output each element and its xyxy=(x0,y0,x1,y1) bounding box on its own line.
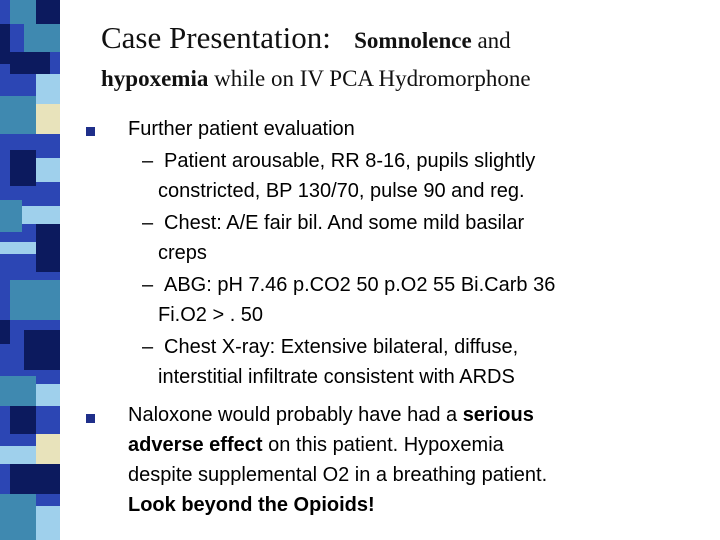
bullet-2-bold-serious: serious xyxy=(462,404,534,426)
bullet-2-bold-conclusion: Look beyond the Opioids! xyxy=(128,494,375,516)
decorative-left-stripe xyxy=(0,0,60,540)
sub-item-3-dash: – xyxy=(142,274,154,296)
sub-item-1-dash: – xyxy=(142,150,154,172)
bullet-2-line-3: despite supplemental O2 in a breathing patient. xyxy=(128,464,548,486)
bullet-marker-1 xyxy=(86,127,95,136)
bullet-2-line-2 xyxy=(128,434,504,457)
bullet-2-line-4 xyxy=(128,494,375,517)
sub-item-4-dash: – xyxy=(142,336,154,358)
title-part-3: and xyxy=(477,28,511,53)
title-part-1: Case Presentation: xyxy=(101,20,331,55)
sub-item-1-line-2: constricted, BP 130/70, pulse 90 and reg. xyxy=(158,180,525,202)
sub-item-2-line-1: Chest: A/E fair bil. And some mild basilar xyxy=(164,212,525,234)
title-line-2-rest: while on IV PCA Hydromorphone xyxy=(214,66,531,91)
bullet-2-bold-adverse-effect: adverse effect xyxy=(128,434,263,456)
bullet-2-line-1 xyxy=(128,404,534,427)
sub-item-4-line-2: interstitial infiltrate consistent with ARDS xyxy=(158,366,515,388)
sub-item-4-line-1: Chest X-ray: Extensive bilateral, diffuse, xyxy=(164,336,519,358)
bullet-1-text: Further patient evaluation xyxy=(128,118,355,140)
bullet-marker-2 xyxy=(86,414,95,423)
title-line-1 xyxy=(101,20,511,56)
title-line-2 xyxy=(101,66,531,92)
title-bold-hypoxemia: hypoxemia xyxy=(101,66,209,91)
sub-item-1-line-1: Patient arousable, RR 8-16, pupils slightly xyxy=(164,150,536,172)
title-bold-somnolence: Somnolence xyxy=(354,28,472,53)
sub-item-2-dash: – xyxy=(142,212,154,234)
sub-item-3-line-1: ABG: pH 7.46 p.CO2 50 p.O2 55 Bi.Carb 36 xyxy=(164,274,556,296)
bullet-2-line-1-text: Naloxone would probably have had a xyxy=(128,404,458,426)
bullet-2-line-2-text: on this patient. Hypoxemia xyxy=(268,434,504,456)
sub-item-2-line-2: creps xyxy=(158,242,207,264)
sub-item-3-line-2: Fi.O2 > . 50 xyxy=(158,304,264,326)
